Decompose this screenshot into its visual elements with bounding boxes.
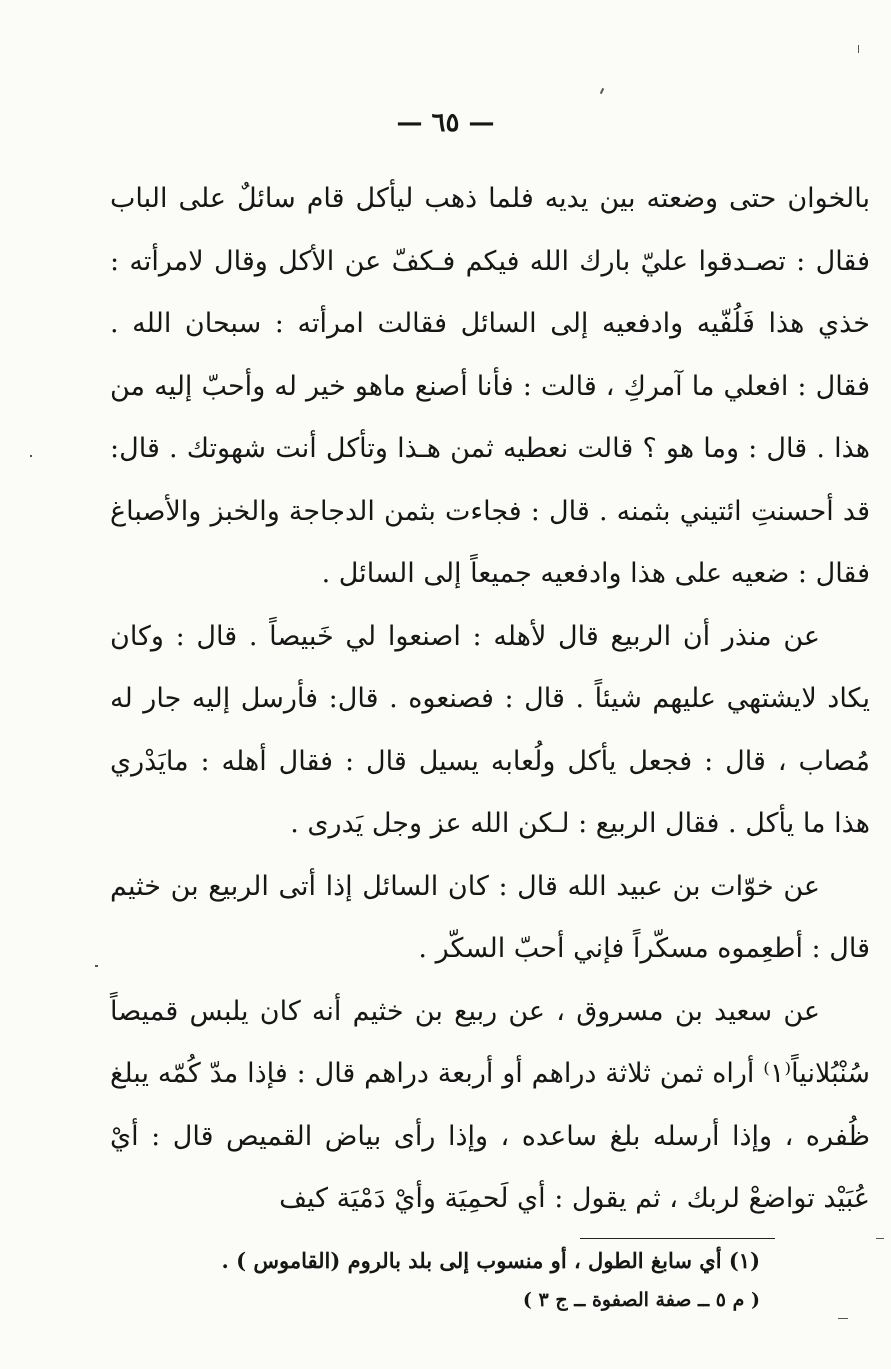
paragraph: عن منذر أن الربيع قال لأهله : اصنعوا لي خَبيصاً . قال : وكان يكاد لايشتهي عليهم شيئاً . قال : فصنعوه . قال: فأرسل إليه جار له مُصاب ، قال : فجعل يأكل ولُعابه يسيل قال : فقال أهله : مايَدْري هذا ما يأكل . فقال الربيع : لـكن الله عز وجل يَدرى . (110, 620, 870, 839)
paragraph: عن سعيد بن مسروق ، عن ربيع بن خثيم أنه كان يلبس قميصاً سُنْبُلانياً⁽١⁾ أراه ثمن ثلاثة دراهم أو أربعة دراهم قال : فإذا مدّ كُمّه يبلغ ظُفره ، وإذا أرسله بلغ ساعده ، وإذا رأى بياض القميص قال : أيْ عُبَيْد تواضعْ لربك ، ثم يقول : أي لَحمِيَة وأيْ دَمْيَة كيف (110, 995, 870, 1214)
printer-signature: ( م ٥ ــ صفة الصفوة ــ ج ٣ ) (522, 1289, 760, 1311)
scan-speck (876, 1238, 884, 1239)
footnote: (١) أي سابغ الطول ، أو منسوب إلى بلد بالروم (القاموس ) . (221, 1248, 760, 1273)
page-number: — ٦٥ — (396, 108, 495, 138)
scan-speck (838, 1318, 848, 1319)
footnote-divider (580, 1238, 775, 1239)
scan-speck (30, 455, 32, 457)
paragraph: عن خوّات بن عبيد الله قال : كان السائل إذا أتى الربيع بن خثيم قال : أطعِموه مسكّراً فإني أحبّ السكّر . (110, 870, 870, 964)
scan-speck (600, 88, 604, 94)
scan-speck (858, 45, 859, 53)
scan-speck (95, 965, 98, 967)
body-text (110, 168, 870, 1231)
paragraph: بالخوان حتى وضعته بين يديه فلما ذهب ليأكل قام سائلٌ على الباب فقال : تصـدقوا عليّ بارك الله فيكم فـكفّ عن الأكل وقال لامرأته : خذي هذا فَلُفّيه وادفعيه إلى السائل فقالت امرأته : سبحان الله . فقال : افعلي ما آمركِ ، قالت : فأنا أصنع ماهو خير له وأحبّ إليه من هذا . قال : وما هو ؟ قالت نعطيه ثمن هـذا وتأكل أنت شهوتك . قال: قد أحسنتِ ائتيني بثمنه . قال : فجاءت بثمن الدجاجة والخبز والأصباغ فقال : ضعيه على هذا وادفعيه جميعاً إلى السائل . (110, 183, 870, 589)
